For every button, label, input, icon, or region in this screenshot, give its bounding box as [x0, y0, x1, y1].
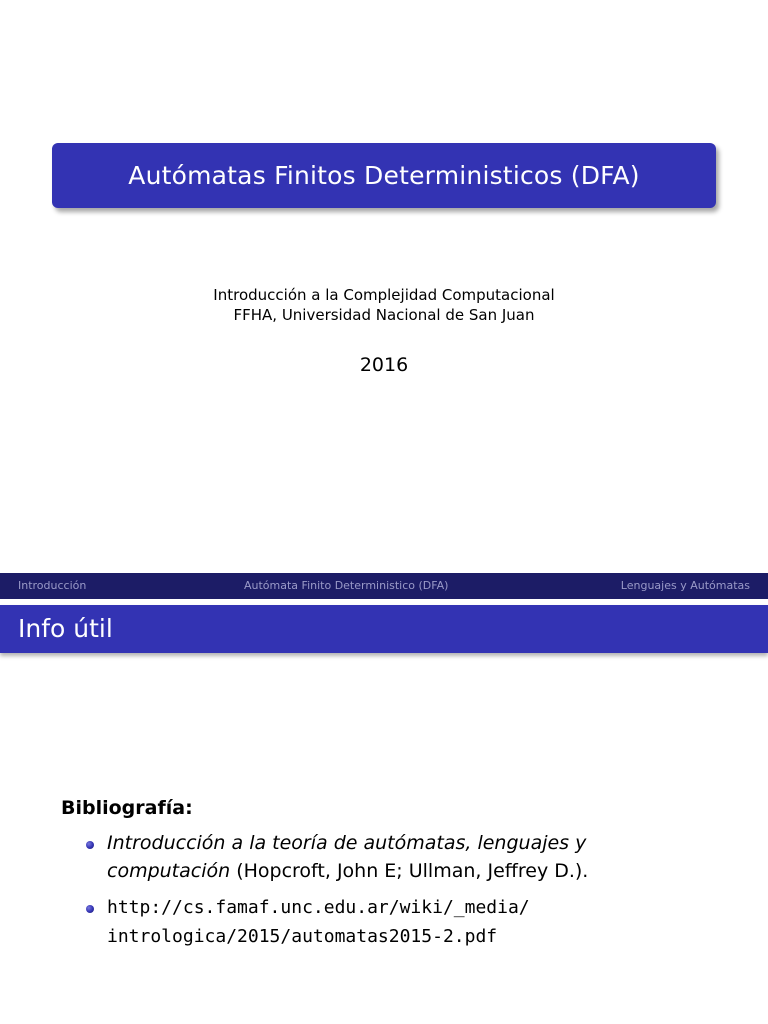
frame-title-bar: [0, 605, 768, 653]
reference-book-authors: [107, 858, 588, 885]
title-box: [52, 143, 716, 208]
presentation-title: Autómatas Finitos Deterministicos (DFA): [128, 161, 640, 190]
slide-navbar: [0, 573, 768, 599]
frame-title: Info útil: [18, 614, 113, 643]
reference-book-title-cont: computación: [107, 860, 231, 882]
nav-section-dfa[interactable]: Autómata Finito Deterministico (DFA): [244, 579, 449, 592]
presentation-year: 2016: [359, 354, 409, 376]
bullet-icon: [86, 841, 94, 849]
course-name: Introducción a la Complejidad Computacional: [213, 286, 555, 304]
bibliography-heading: Bibliografía:: [61, 797, 193, 819]
nav-section-lenguajes[interactable]: Lenguajes y Autómatas: [620, 579, 750, 592]
info-slide: [0, 573, 768, 1024]
nav-section-introduccion[interactable]: Introducción: [18, 579, 87, 592]
reference-authors: (Hopcroft, John E; Ullman, Jeffrey D.).: [230, 860, 589, 882]
reference-url[interactable]: http://cs.famaf.unc.edu.ar/wiki/_media/: [107, 897, 530, 918]
reference-book-title: Introducción a la teoría de autómatas, lenguajes y: [107, 832, 587, 854]
institution-name: FFHA, Universidad Nacional de San Juan: [233, 306, 535, 324]
reference-url-cont[interactable]: intrologica/2015/automatas2015-2.pdf: [107, 926, 498, 947]
bullet-icon: [86, 905, 94, 913]
